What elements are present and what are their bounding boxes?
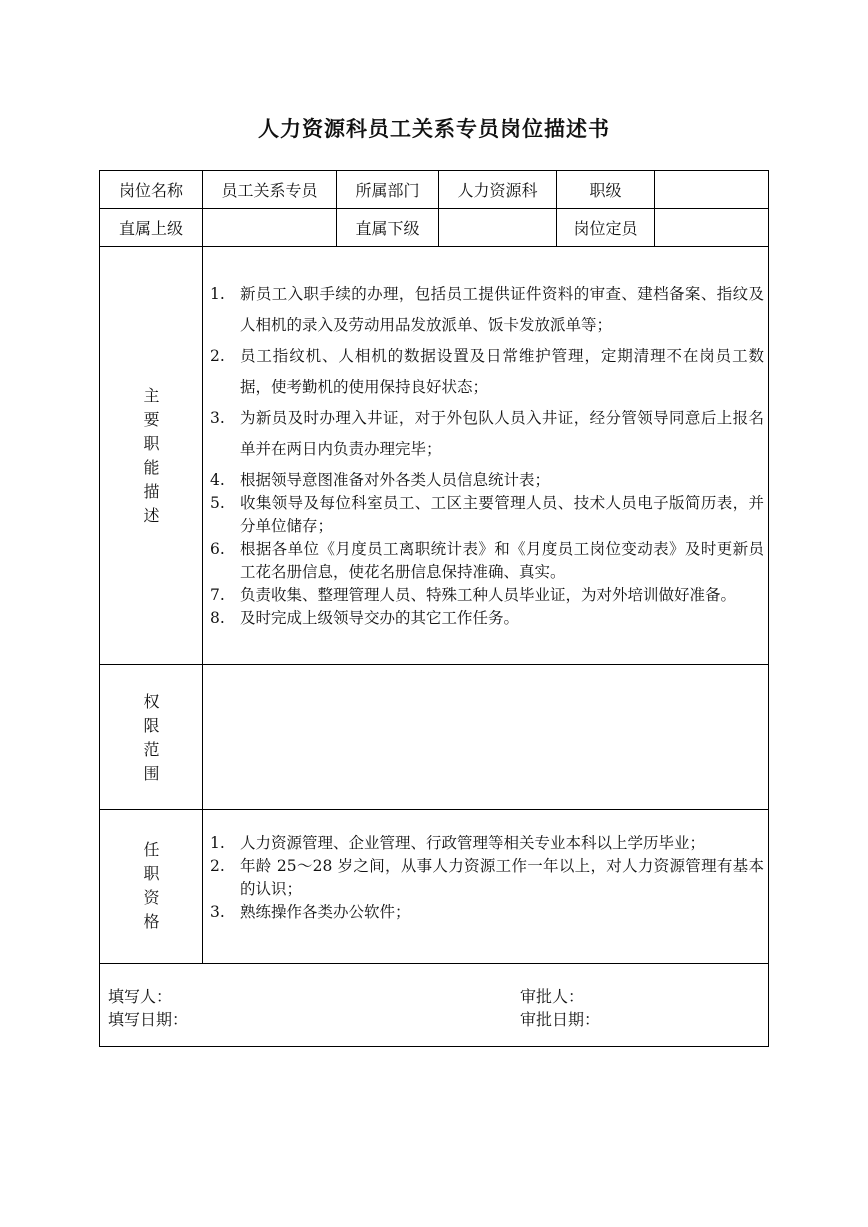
list-item [210, 832, 764, 855]
item-number: 8. [210, 609, 225, 627]
fill-date-label: 填写日期： [108, 1010, 189, 1029]
label-char: 描 [143, 482, 160, 501]
list-item [210, 341, 764, 403]
item-number: 5. [210, 494, 225, 512]
qualifications-list [210, 832, 764, 924]
document-title: 人力资源科员工关系专员岗位描述书 [258, 116, 610, 141]
item-number: 3. [210, 409, 225, 427]
list-item [210, 901, 764, 924]
row-divider [99, 963, 769, 964]
approve-date-label: 审批日期： [520, 1010, 601, 1029]
row-divider [99, 664, 769, 665]
value-department: 人力资源科 [457, 181, 538, 200]
list-item [210, 403, 764, 465]
item-number: 4. [210, 471, 225, 489]
item-text: 根据领导意图准备对外各类人员信息统计表； [240, 471, 551, 489]
label-position-name: 岗位名称 [118, 181, 183, 200]
label-char: 主 [143, 386, 160, 405]
label-char: 资 [143, 888, 160, 907]
list-item [210, 279, 764, 341]
value-position-name: 员工关系专员 [221, 181, 318, 200]
label-direct-superior: 直属上级 [118, 219, 183, 238]
item-text: 负责收集、整理管理人员、特殊工种人员毕业证，为对外培训做好准备。 [240, 586, 737, 604]
value-headcount [655, 209, 768, 246]
item-number: 2. [210, 857, 225, 875]
list-item [210, 538, 764, 584]
list-item [210, 469, 764, 492]
item-text: 收集领导及每位科室员工、工区主要管理人员、技术人员电子版简历表，并分单位储存； [240, 494, 764, 535]
item-text: 新员工入职手续的办理，包括员工提供证件资料的审查、建档备案、指纹及人相机的录入及劳动用品发放派单、饭卡发放派单等； [240, 285, 764, 334]
section-label-duties [101, 384, 202, 528]
value-grade [655, 171, 768, 208]
label-char: 述 [143, 506, 160, 525]
item-number: 1. [210, 834, 225, 852]
label-char: 要 [143, 410, 160, 429]
col-divider [202, 170, 203, 963]
item-text: 为新员及时办理入井证，对于外包队人员入井证，经分管领导同意后上报名单并在两日内负责办理完毕； [240, 409, 764, 458]
item-number: 1. [210, 285, 225, 303]
item-number: 6. [210, 540, 225, 558]
duties-list [210, 279, 764, 630]
label-department: 所属部门 [355, 181, 420, 200]
item-text: 及时完成上级领导交办的其它工作任务。 [240, 609, 520, 627]
list-item [210, 607, 764, 630]
label-direct-subordinate: 直属下级 [355, 219, 420, 238]
row-divider [99, 809, 769, 810]
item-number: 7. [210, 586, 225, 604]
item-text: 根据各单位《月度员工离职统计表》和《月度员工岗位变动表》及时更新员工花名册信息，使花名册信息保持准确、真实。 [240, 540, 764, 581]
list-item [210, 584, 764, 607]
value-direct-subordinate [439, 209, 556, 246]
row-divider [99, 246, 769, 247]
label-char: 能 [143, 458, 160, 477]
section-label-authority [101, 690, 202, 786]
label-char: 围 [143, 764, 160, 783]
label-char: 任 [143, 840, 160, 859]
item-number: 3. [210, 903, 225, 921]
label-char: 职 [143, 434, 160, 453]
item-text: 年龄 25～28 岁之间，从事人力资源工作一年以上，对人力资源管理有基本的认识； [240, 857, 764, 898]
label-headcount: 岗位定员 [573, 219, 638, 238]
filler-label: 填写人： [108, 987, 173, 1006]
list-item [210, 492, 764, 538]
list-item [210, 855, 764, 901]
item-number: 2. [210, 347, 225, 365]
label-char: 格 [143, 912, 160, 931]
label-char: 限 [143, 716, 160, 735]
label-char: 范 [143, 740, 160, 759]
value-direct-superior [203, 209, 336, 246]
label-char: 权 [143, 692, 160, 711]
item-text: 人力资源管理、企业管理、行政管理等相关专业本科以上学历毕业； [240, 834, 706, 852]
approver-label: 审批人： [520, 987, 585, 1006]
section-label-qualifications [101, 838, 202, 934]
item-text: 员工指纹机、人相机的数据设置及日常维护管理，定期清理不在岗员工数据，使考勤机的使用保持良好状态； [240, 347, 764, 396]
label-char: 职 [143, 864, 160, 883]
item-text: 熟练操作各类办公软件； [240, 903, 411, 921]
label-grade: 职级 [589, 181, 622, 200]
